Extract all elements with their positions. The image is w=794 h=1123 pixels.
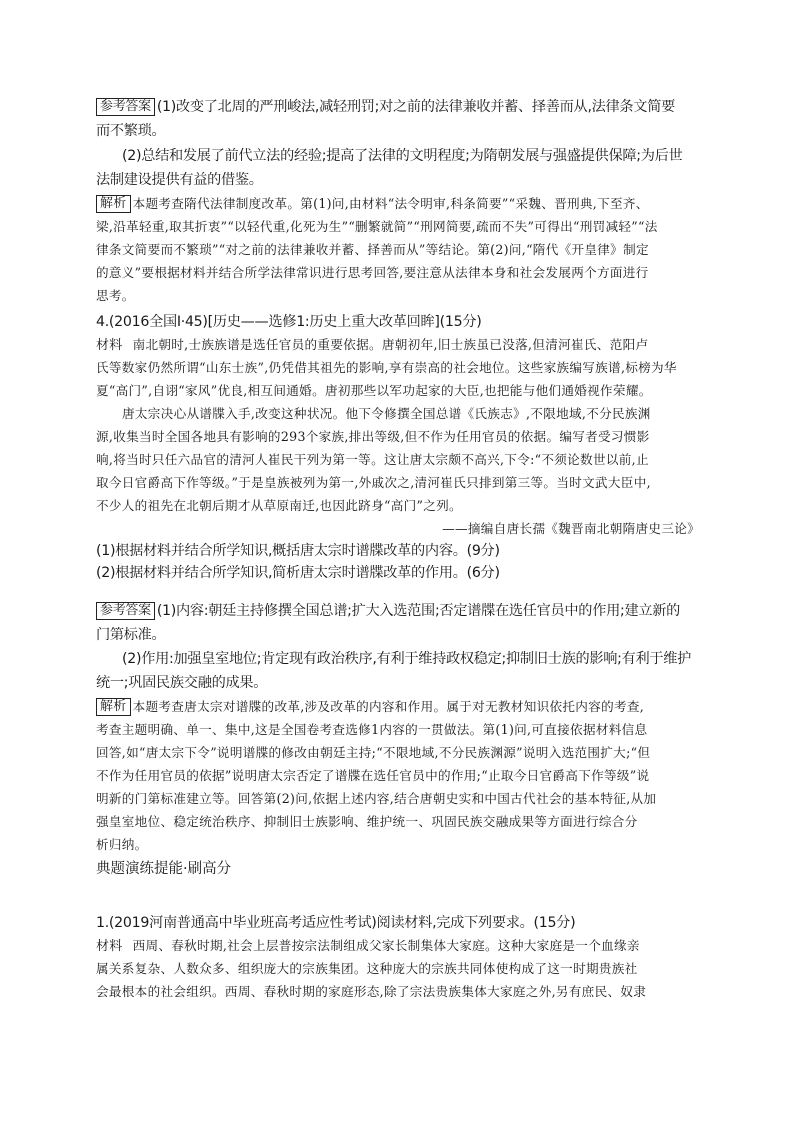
q4-answer-line-2: 门第标准。 (96, 627, 166, 643)
q4-answer-line-4: 统一;巩固民族交融的成果。 (96, 675, 268, 691)
q1-material-line-1: 材料 西周、春秋时期,社会上层普按宗法制组成父家长制集体大家庭。这种大家庭是一个血缘亲 (96, 938, 640, 954)
material-label: 材料 (96, 939, 123, 954)
material-label: 材料 (96, 338, 123, 353)
q3-answer-line-2: 而不繁琐。 (96, 123, 166, 139)
q4-analysis-line-7: 析归纳。 (96, 837, 148, 852)
q4-material-line-5: 源,收集当时全国各地具有影响的293个家族,排出等级,但不作为任用官员的依据。编写者受习惯影 (96, 429, 650, 444)
q4-material-line-2: 氏等数家仍然所谓“山东士族”,仍凭借其祖先的影响,享有崇高的社会地位。这些家族编写族谱,标榜为华 (96, 360, 677, 375)
q3-analysis-line-5: 思考。 (96, 288, 135, 303)
q4-material-line-6: 响,将当时只任六品官的清河人崔民干列为第一等。这让唐太宗颇不高兴,下令:“不须论数世以前,止 (96, 452, 649, 467)
q3-analysis-line-1: 解析 本题考查隋代法律制度改革。第(1)问,由材料“法令明审,科条简要”“采魏、晋刑典,下至齐、 (96, 192, 700, 215)
q4-subquestion-2: (2)根据材料并结合所学知识,简析唐太宗时谱牒改革的作用。(6分) (96, 565, 500, 581)
q1-material-line-3: 会最根本的社会组织。西周、春秋时期的家庭形态,除了宗法贵族集体大家庭之外,另有庶民、奴隶 (96, 984, 647, 999)
q3-answer-block (96, 96, 700, 191)
q3-analysis-line-3: 律条文简要而不繁琐”“对之前的法律兼收并蓄、择善而从”等结论。第(2)问,“隋代《开皇律》制定 (96, 242, 649, 257)
q4-title: 4.(2016全国Ⅰ·45)[历史——选修1:历史上重大改革回眸](15分) (96, 314, 482, 330)
q4-material-line-7: 取今日官爵高下作等级。”于是皇族被列为第一,外戚次之,清河崔氏只排到第三等。当时文武大臣中, (96, 475, 651, 490)
q4-analysis-line-4: 不作为任用官员的依据”说明唐太宗否定了谱牒在选任官员中的作用;“止取今日官爵高下作等级”说 (96, 768, 650, 783)
q4-subquestion-1: (1)根据材料并结合所学知识,概括唐太宗时谱牒改革的内容。(9分) (96, 543, 500, 559)
analysis-label: 解析 (96, 698, 131, 716)
q1-title: 1.(2019河南普通高中毕业班高考适应性考试)阅读材料,完成下列要求。(15分) (96, 915, 576, 931)
q4-material-line-8: 不少人的祖先在北朝后期才从草原南迁,也因此跻身“高门”之列。 (96, 498, 462, 513)
q4-material-line-3: 夏“高门”,自诩“家风”优良,相互间通婚。唐初那些以军功起家的大臣,也把能与他们通婚视作荣耀。 (96, 383, 652, 398)
q3-analysis-block (96, 192, 700, 307)
q3-answer-line-1: 参考答案 (1)改变了北周的严刑峻法,减轻刑罚;对之前的法律兼收并蓄、择善而从,法律条文简要 (96, 96, 700, 118)
q3-answer-line-4: 法制建设提供有益的借鉴。 (96, 172, 263, 188)
q4-block (96, 311, 700, 584)
q3-answer-line-3: (2)总结和发展了前代立法的经验;提高了法律的文明程度;为隋朝发展与强盛提供保障;为后世 (122, 148, 683, 164)
q1-material-line-2: 属关系复杂、人数众多、组织庞大的宗族集团。这种庞大的宗族共同体使构成了这一时期贵族社 (96, 961, 638, 976)
q3-analysis-line-2: 梁,沿革轻重,取其折衷”“以轻代重,化死为生”“删繁就简”“刑网简要,疏而不失”可得出“刑罚减轻”“法 (96, 219, 658, 234)
q4-answer-block (96, 600, 700, 694)
q4-answer-line-3: (2)作用:加强皇室地位;肯定现有政治秩序,有利于维持政权稳定;抑制旧士族的影响;有利于维护 (122, 651, 692, 667)
q4-material-line-4: 唐太宗决心从谱牒入手,改变这种状况。他下令修撰全国总谱《氏族志》,不限地域,不分民族渊 (122, 406, 651, 421)
q4-analysis-line-5: 明新的门第标准建立等。回答第(2)问,依据上述内容,结合唐朝史实和中国古代社会的基本特征,从加 (96, 791, 657, 806)
q4-answer-line-1: 参考答案 (1)内容:朝廷主持修撰全国总谱;扩大入选范围;否定谱牒在选任官员中的作用;建立新的 (96, 600, 700, 622)
q3-analysis-line-4: 的意义”要根据材料并结合所学法律常识进行思考回答,要注意从法律本身和社会发展两个方面进行 (96, 265, 649, 280)
q4-material-line-1: 材料 南北朝时,士族族谱是选任官员的重要依据。唐朝初年,旧士族虽已没落,但清河崔氏、范阳卢 (96, 337, 649, 353)
q4-analysis-block (96, 695, 700, 856)
q4-analysis-line-1: 解析 本题考查唐太宗对谱牒的改革,涉及改革的内容和作用。属于对无教材知识依托内容的考查, (96, 695, 700, 718)
q4-analysis-line-3: 回答,如“唐太宗下令”说明谱牒的修改由朝廷主持;“不限地域,不分民族渊源”说明入选范围扩大;“但 (96, 745, 651, 760)
q4-source: ——摘编自唐长孺《魏晋南北朝隋唐史三论》 (442, 521, 700, 536)
analysis-label: 解析 (96, 195, 131, 213)
answer-label: 参考答案 (96, 98, 155, 116)
answer-label: 参考答案 (96, 602, 155, 620)
q4-analysis-line-6: 强皇室地位、稳定统治秩序、抑制旧士族影响、维护统一、巩固民族交融成果等方面进行综合分 (96, 814, 638, 829)
q1-block (96, 912, 700, 1003)
q4-analysis-line-2: 考查主题明确、单一、集中,这是全国卷考查选修1内容的一贯做法。第(1)问,可直接依据材料信息 (96, 722, 648, 737)
section-heading: 典题演练提能·刷高分 (96, 861, 232, 877)
